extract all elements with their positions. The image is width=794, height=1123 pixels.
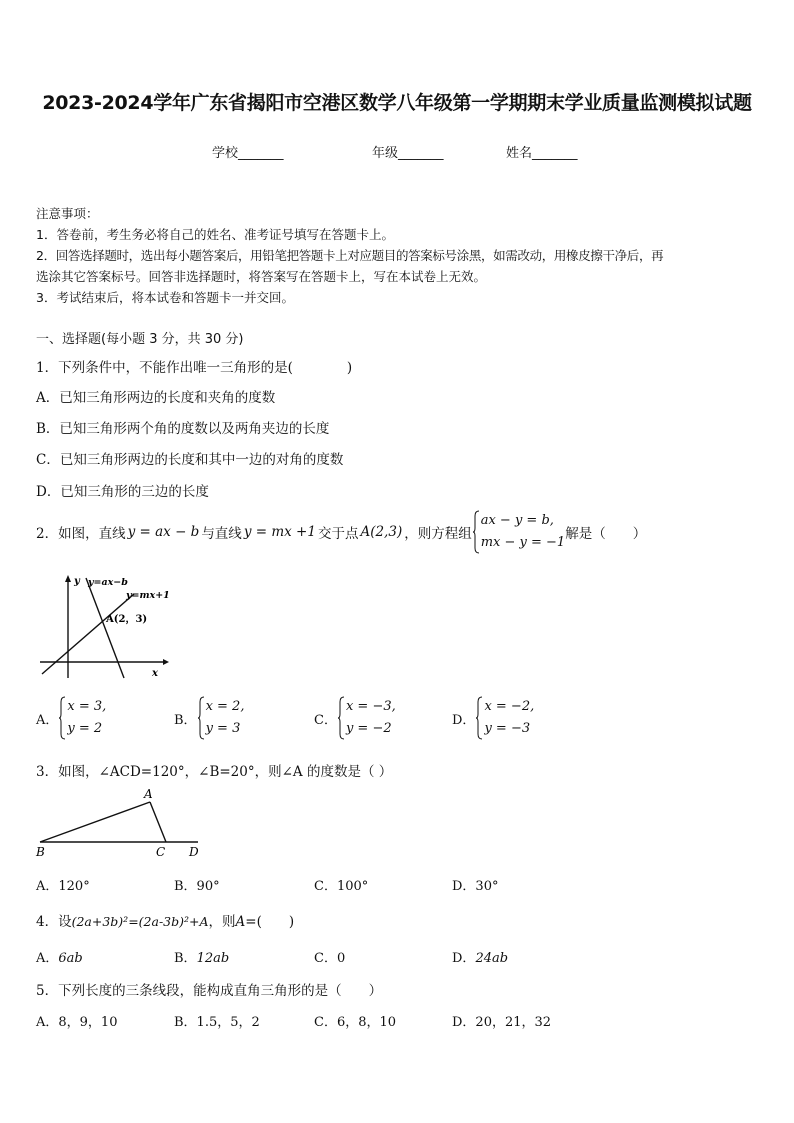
grade-field-label: 年级_______ [372, 146, 444, 161]
q4-expression: (2a+3b)²=(2a-3b)²+A [71, 914, 209, 929]
question-5-option-c: C．6，8，10 [314, 1015, 397, 1030]
option-d-row-1: x = −2, [484, 699, 535, 714]
question-2-option-c [314, 696, 396, 740]
option-b-system [197, 696, 245, 740]
option-c-row-2: y = −2 [345, 721, 392, 736]
intersection-label: A(2，3) [106, 614, 148, 625]
question-3-option-b: B．90° [174, 879, 220, 894]
y-axis-label: y [74, 576, 80, 587]
left-brace-icon [475, 696, 483, 740]
question-5-stem: 5．下列长度的三条线段，能构成直角三角形的是（ ） [36, 983, 383, 999]
q2-stem-mid1: 与直线 [201, 526, 242, 542]
question-5-option-a: A．8，9，10 [36, 1015, 118, 1030]
notice-item-2-continued: 选涂其它答案标号。回答非选择题时，将答案写在答题卡上，写在本试卷上无效。 [36, 269, 487, 284]
left-brace-icon [337, 696, 345, 740]
question-4-option-d [452, 947, 508, 966]
q2-line2-equation: y = mx +1 [243, 524, 316, 540]
q2-stem-mid3: ，则方程组 [404, 526, 472, 542]
q4-option-a-letter: A． [36, 951, 59, 966]
y-axis-arrow-icon [65, 575, 71, 582]
q4-stem-suffix: =( ) [245, 914, 295, 930]
x-axis-arrow-icon [163, 659, 169, 665]
question-1-option-a: A．已知三角形两边的长度和夹角的度数 [36, 390, 276, 406]
notice-item-1: 1．答卷前，考生务必将自己的姓名、准考证号填写在答题卡上。 [36, 227, 394, 242]
question-5-option-b: B．1.5，5，2 [174, 1015, 260, 1030]
vertex-d-label: D [189, 845, 199, 859]
line-ax-minus-b [86, 578, 124, 678]
question-3-option-c: C．100° [314, 879, 369, 894]
left-brace-icon [58, 696, 66, 740]
q4-option-a-value: 6ab [58, 951, 83, 966]
option-a-system [58, 696, 106, 740]
q4-unknown: A [235, 914, 246, 930]
question-3-option-a: A．120° [36, 879, 90, 894]
vertex-b-label: B [36, 845, 45, 859]
option-c-system [337, 696, 396, 740]
q4-option-b-letter: B． [174, 951, 197, 966]
question-4-option-a [36, 947, 83, 966]
option-d-letter: D． [452, 712, 476, 728]
question-4-stem [36, 910, 294, 930]
vertex-c-label: C [156, 845, 166, 859]
q2-stem-mid2: 交于点 [317, 526, 359, 542]
q2-system-row-2: mx − y = −1 [480, 535, 566, 550]
q2-equation-system [472, 510, 565, 554]
q2-point: A(2,3) [360, 524, 403, 540]
question-2-option-d [452, 696, 534, 740]
question-2-graph [38, 574, 170, 680]
segment-ac [150, 802, 166, 842]
q4-stem-prefix: 4．设 [36, 914, 72, 930]
question-2-option-b [174, 696, 244, 740]
vertex-a-label: A [144, 787, 153, 801]
option-d-row-2: y = −3 [484, 721, 531, 736]
option-a-row-1: x = 3, [67, 699, 107, 714]
question-2-option-a [36, 696, 106, 740]
school-field-label: 学校_______ [212, 146, 284, 161]
notice-item-3: 3．考试结束后，将本试卷和答题卡一并交回。 [36, 290, 294, 305]
q4-stem-mid: ，则 [208, 914, 236, 930]
question-1-option-c: C．已知三角形两边的长度和其中一边的对角的度数 [36, 452, 344, 468]
question-5-option-d: D．20，21，32 [452, 1015, 552, 1030]
option-b-row-1: x = 2, [205, 699, 245, 714]
question-4-option-b [174, 947, 229, 966]
question-4-option-c: C．0 [314, 951, 346, 966]
option-d-system [475, 696, 534, 740]
q2-stem-suffix: 解是（ ） [565, 526, 647, 542]
question-2-stem [36, 510, 646, 554]
name-field-label: 姓名_______ [506, 146, 578, 161]
left-brace-icon [472, 510, 480, 554]
q4-option-d-letter: D． [452, 951, 476, 966]
section-heading: 一、选择题(每小题 3 分，共 30 分) [36, 332, 244, 347]
option-a-letter: A． [36, 712, 59, 728]
line-2-label: y=mx+1 [126, 590, 170, 601]
question-1-option-b: B．已知三角形两个角的度数以及两角夹边的长度 [36, 421, 330, 437]
option-c-letter: C． [314, 712, 337, 728]
q2-stem-prefix: 2．如图，直线 [36, 526, 126, 542]
q4-option-d-value: 24ab [475, 951, 509, 966]
exam-title: 2023-2024学年广东省揭阳市空港区数学八年级第一学期期末学业质量监测模拟试题 [42, 92, 752, 114]
q2-line1-equation: y = ax − b [127, 524, 200, 540]
left-brace-icon [197, 696, 205, 740]
question-3-stem: 3．如图，∠ACD=120°，∠B=20°，则∠A 的度数是（ ） [36, 764, 393, 780]
question-1-stem: 1．下列条件中，不能作出唯一三角形的是( ) [36, 360, 353, 376]
question-3-triangle-figure [34, 786, 210, 862]
notice-item-2: 2．回答选择题时，选出每小题答案后，用铅笔把答题卡上对应题目的答案标号涂黑，如需改动，用橡皮擦干净后，再 [36, 248, 664, 263]
q4-option-b-value: 12ab [196, 951, 230, 966]
question-3-option-d: D．30° [452, 879, 499, 894]
x-axis-label: x [152, 668, 158, 679]
option-b-row-2: y = 3 [205, 721, 241, 736]
q2-system-row-1: ax − y = b, [480, 513, 554, 528]
notice-heading: 注意事项： [36, 206, 99, 221]
option-b-letter: B． [174, 712, 197, 728]
line-1-label: y=ax−b [88, 577, 128, 588]
option-c-row-1: x = −3, [345, 699, 396, 714]
option-a-row-2: y = 2 [67, 721, 103, 736]
question-1-option-d: D．已知三角形的三边的长度 [36, 484, 209, 500]
segment-ba [40, 802, 150, 842]
